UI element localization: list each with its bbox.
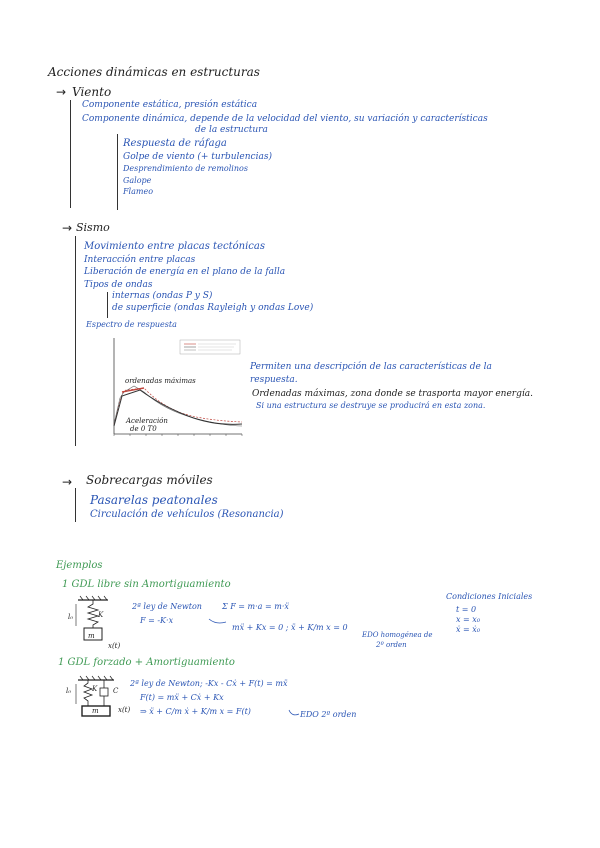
ex1-disp: x(t) [108,642,121,650]
ex1-mass: m [88,632,95,640]
viento-sub-bracket [117,134,118,210]
cond-item: t = 0 [456,605,477,614]
ex1-edo2: 2º orden [376,641,407,649]
ex2-k-label: K [92,685,98,693]
espectro-label: Espectro de respuesta [86,320,177,329]
ex2-l-label: l₀ [66,687,72,695]
cond-item: x = x₀ [456,615,481,624]
viento-heading: Viento [72,85,112,99]
ex2-eq1: F(t) = mẍ + Cẋ + Kx [140,693,224,702]
ex2-disp: x(t) [118,706,131,714]
viento-sub-item: Flameo [123,187,154,196]
ex2-c-label: C [113,687,119,695]
ondas-bracket [107,292,108,318]
viento-bracket [70,100,71,208]
onda-item: internas (ondas P y S) [112,291,213,301]
curved-arrow-icon [288,708,300,718]
ex2-law: 2ª ley de Newton; -Kx - Cẋ + F(t) = mẍ [130,679,288,688]
arrow-icon: → [62,221,73,235]
ex2-edo: EDO 2º orden [300,710,357,719]
sobrecargas-bracket [75,488,76,522]
ex2-mass: m [92,707,99,715]
sobrecargas-heading: Sobrecargas móviles [86,473,213,487]
viento-item: de la estructura [195,125,268,135]
response-spectrum-figure [104,332,246,444]
onda-item: de superficie (ondas Rayleigh y ondas Love) [112,303,314,313]
sismo-heading: Sismo [76,221,110,234]
sismo-note: Si una estructura se destruye se producirá en esta zona. [256,401,486,410]
chart-annotation-aceleracion: Aceleración [126,417,168,425]
viento-sub-item: Golpe de viento (+ turbulencias) [123,152,272,162]
ex2-eq2: ⇒ ẍ + C/m ẋ + K/m x = F(t) [140,707,251,716]
cond-title: Condiciones Iniciales [446,592,533,601]
ex1-k-label: K [98,611,104,619]
viento-item: Componente dinámica, depende de la velocidad del viento, su variación y características [82,114,488,124]
viento-sub-item: Respuesta de ráfaga [123,138,227,149]
sismo-item: Tipos de ondas [84,280,153,290]
cond-item: ẋ = ẋ₀ [456,625,481,634]
ex1-l-label: l₀ [68,613,74,621]
viento-item: Componente estática, presión estática [82,100,258,110]
ejemplos-heading: Ejemplos [56,560,103,571]
ex1-force: F = -K·x [140,616,174,625]
arrow-icon: → [56,85,67,99]
chart-annotation-ordenadas: ordenadas máximas [125,377,196,385]
sismo-note: respuesta. [250,375,298,385]
sobrecargas-item: Pasarelas peatonales [90,493,218,507]
page-title: Acciones dinámicas en estructuras [48,65,260,79]
viento-sub-item: Galope [123,176,152,185]
chart-annotation-aceleracion-sub: de 0 T0 [130,425,157,433]
sismo-item: Movimiento entre placas tectónicas [84,241,265,252]
ex2-title: 1 GDL forzado + Amortiguamiento [58,657,235,668]
ex1-eq: mẍ + Kx = 0 ; ẍ + K/m x = 0 [232,623,348,632]
sobrecargas-item: Circulación de vehículos (Resonancia) [90,509,284,520]
viento-sub-item: Desprendimiento de remolinos [123,164,248,173]
ex1-title: 1 GDL libre sin Amortiguamiento [62,579,231,590]
curved-arrow-icon [208,617,228,627]
ex1-edo: EDO homogénea de [362,631,433,639]
ex1-law-eq: Σ F = m·a = m·ẍ [222,602,289,611]
sismo-item: Liberación de energía en el plano de la falla [84,267,286,277]
arrow-icon: → [62,475,73,489]
sismo-note: Ordenadas máximas, zona donde se trasporta mayor energía. [252,389,533,399]
sismo-bracket [75,236,76,446]
sismo-item: Interacción entre placas [84,255,196,265]
sismo-note: Permiten una descripción de las características de la [250,362,492,372]
ex1-law: 2ª ley de Newton [132,602,202,611]
